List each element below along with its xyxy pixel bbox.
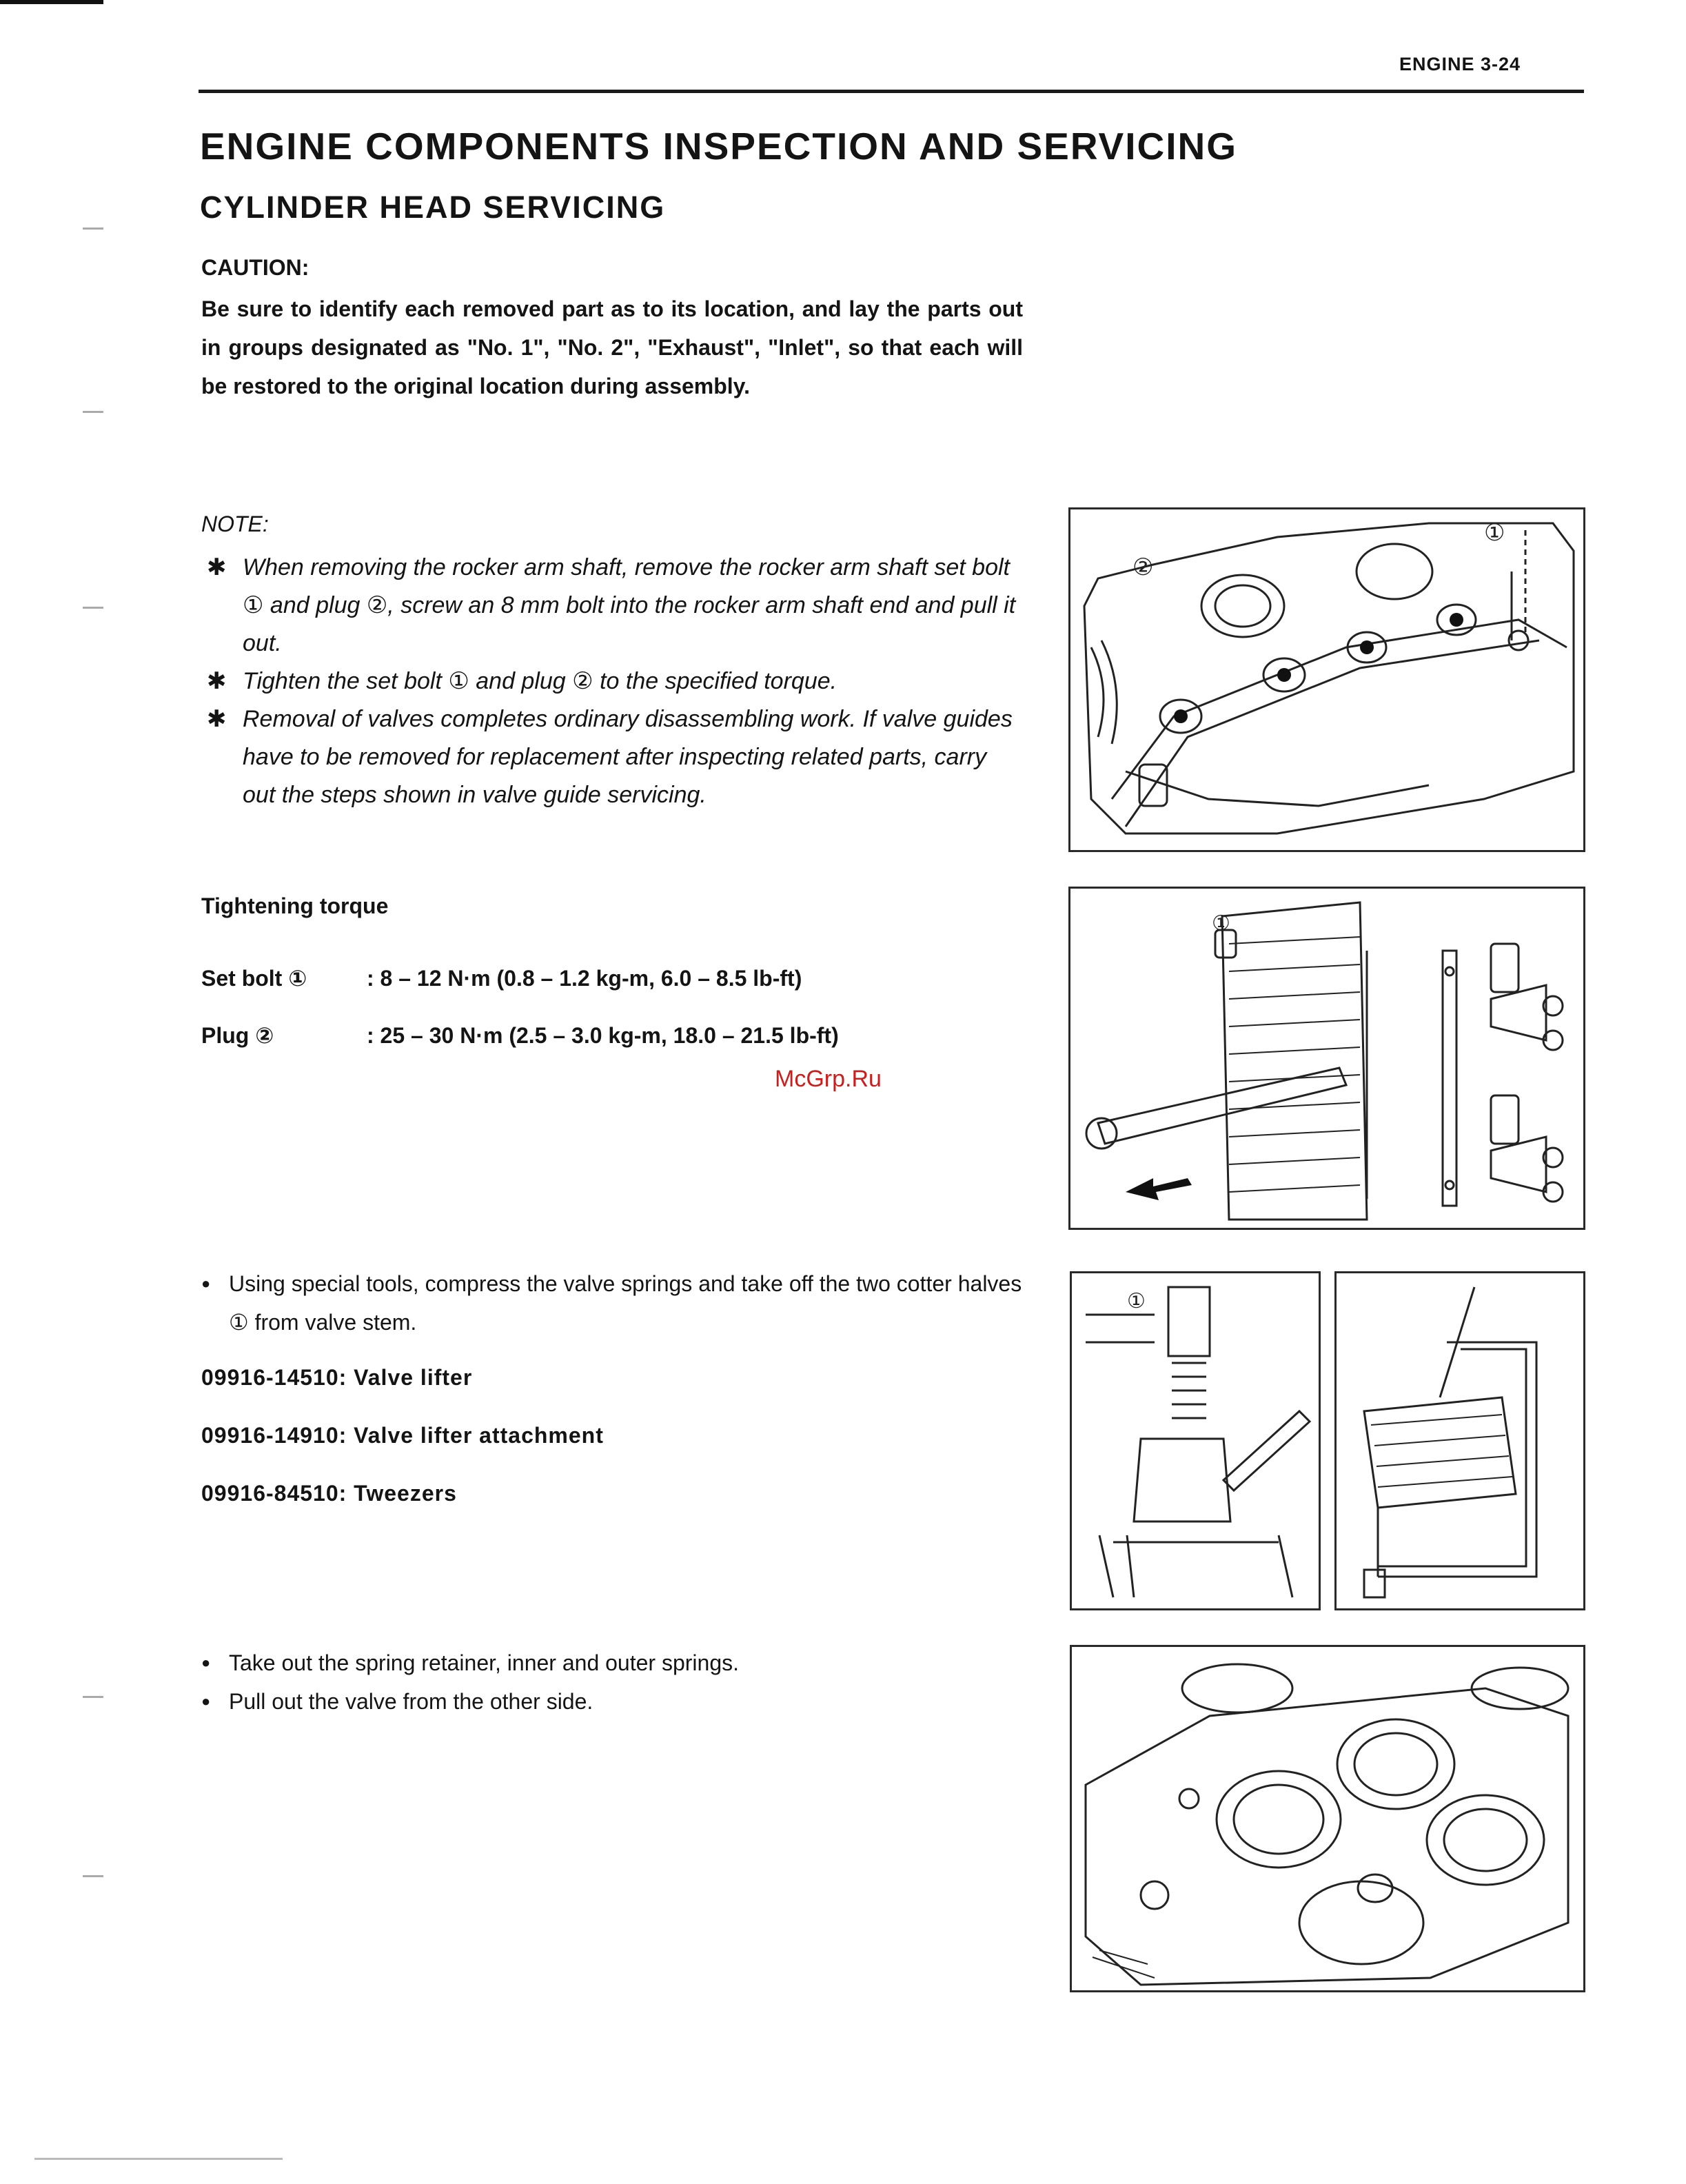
margin-mark <box>83 228 103 230</box>
pull-arrow-icon <box>1126 1178 1192 1200</box>
note-item: ✱ When removing the rocker arm shaft, remove the rocker arm shaft set bolt ① and plug ②, screw an 8 mm bolt into the rocker arm shaft end and pull it out. <box>207 554 1016 656</box>
tool-valve-lifter: 09916-14510: Valve lifter <box>201 1365 473 1390</box>
page-title: ENGINE COMPONENTS INSPECTION AND SERVICING <box>200 125 1238 168</box>
bullet-item: ● Take out the spring retainer, inner and outer springs. <box>201 1644 1028 1682</box>
callout-2: ② <box>1133 554 1154 581</box>
spring-bullets <box>201 1644 1028 1721</box>
tool-valve-lifter-attachment: 09916-14910: Valve lifter attachment <box>201 1423 604 1448</box>
note-item: ✱ Tighten the set bolt ① and plug ② to the specified torque. <box>207 668 837 694</box>
note-list <box>201 549 1023 814</box>
margin-mark <box>83 1875 103 1877</box>
note-item: ✱ Removal of valves completes ordinary disassembling work. If valve guides have to be removed for replacement after inspecting related parts, carry out the steps shown in valve guide servicing. <box>207 706 1013 808</box>
watermark: McGrp.Ru <box>775 1066 882 1092</box>
margin-mark <box>83 607 103 609</box>
figure-rocker-arm-shaft <box>1068 507 1585 852</box>
note-label: NOTE: <box>201 512 269 536</box>
rocker-arm-illustration <box>1070 509 1583 850</box>
callout-1: ① <box>1484 519 1505 547</box>
figure-valve-removal <box>1070 1645 1585 1992</box>
tool-tweezers: 09916-84510: Tweezers <box>201 1481 457 1506</box>
valve-removal-illustration <box>1072 1647 1583 1990</box>
torque-title: Tightening torque <box>201 893 389 918</box>
margin-mark <box>83 411 103 413</box>
figure-valve-lifter-detail <box>1070 1271 1321 1610</box>
callout-1: ① <box>1212 911 1230 936</box>
figure-valve-lifter-tool <box>1334 1271 1585 1610</box>
torque-row-plug: Plug ② : 25 – 30 N·m (2.5 – 3.0 kg-m, 18.0 – 21.5 lb-ft) <box>201 1023 839 1048</box>
bottom-rule <box>34 2158 283 2160</box>
valve-lifter-tool-illustration <box>1337 1273 1583 1608</box>
compress-bullets <box>201 1264 1028 1342</box>
bullet-item: ● Pull out the valve from the other side. <box>201 1682 1028 1721</box>
page-header: ENGINE 3-24 <box>1399 54 1521 74</box>
caution-text: Be sure to identify each removed part as to its location, and lay the parts out in groups designated as "No. 1", "No. 2", "Exhaust", "Inlet", so that each will be restored to the original location during assembly. <box>201 296 1023 398</box>
figure-shaft-removal <box>1068 887 1585 1230</box>
caution-label: CAUTION: <box>201 255 309 280</box>
header-rule <box>199 90 1584 93</box>
bullet-item: ● Using special tools, compress the valve springs and take off the two cotter halves ① from valve stem. <box>201 1264 1028 1342</box>
valve-lifter-detail-illustration <box>1072 1273 1319 1608</box>
torque-row-set-bolt: Set bolt ① : 8 – 12 N·m (0.8 – 1.2 kg-m, 6.0 – 8.5 lb-ft) <box>201 966 802 991</box>
margin-mark <box>83 1696 103 1698</box>
scan-edge-mark <box>0 0 103 4</box>
section-subtitle: CYLINDER HEAD SERVICING <box>200 190 666 225</box>
callout-1: ① <box>1127 1289 1146 1313</box>
shaft-removal-illustration <box>1070 889 1583 1228</box>
